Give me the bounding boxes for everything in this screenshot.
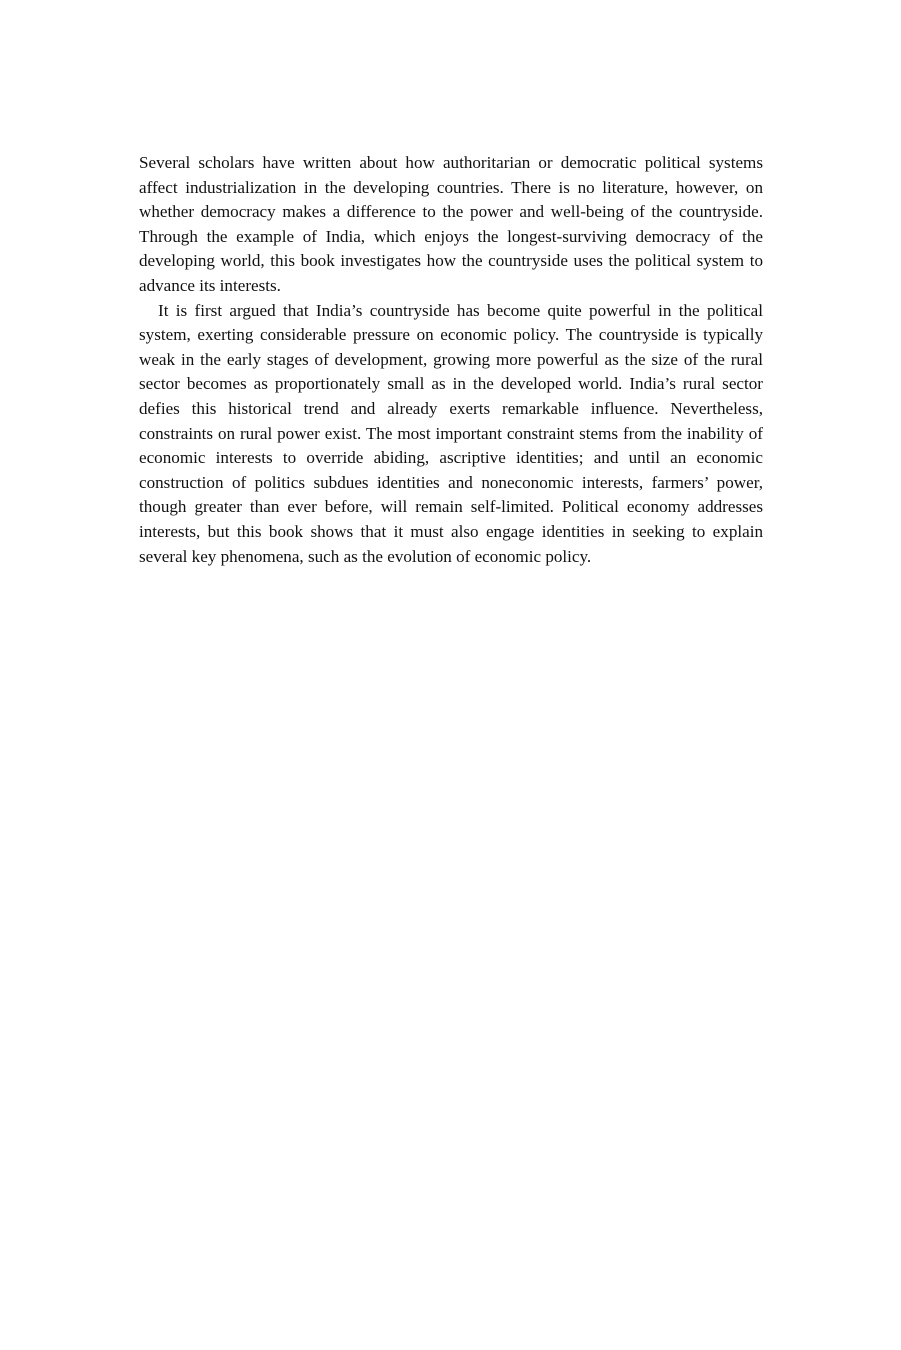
- body-text: [139, 151, 763, 569]
- paragraph-1: Several scholars have written about how authoritarian or democratic political systems affect industrialization in the developing countries. There is no literature, however, on whether democracy makes a difference to the power and well-being of the countryside. Through the example of India, which enjoys the longest-surviving democracy of the developing world, this book investigates how the countryside uses the political system to advance its interests.: [139, 153, 763, 295]
- paragraph-2: It is first argued that India’s countryside has become quite powerful in the political system, exerting considerable pressure on economic policy. The countryside is typically weak in the early stages of development, growing more powerful as the size of the rural sector becomes as proportionately small as in the developed world. India’s rural sector defies this historical trend and already exerts remarkable influence. Nevertheless, constraints on rural power exist. The most important constraint stems from the inability of economic interests to override abiding, ascriptive identities; and until an economic construction of politics subdues identities and noneconomic interests, farmers’ power, though greater than ever before, will remain self-limited. Political economy addresses interests, but this book shows that it must also engage identities in seeking to explain several key phenomena, such as the evolution of economic policy.: [139, 300, 763, 566]
